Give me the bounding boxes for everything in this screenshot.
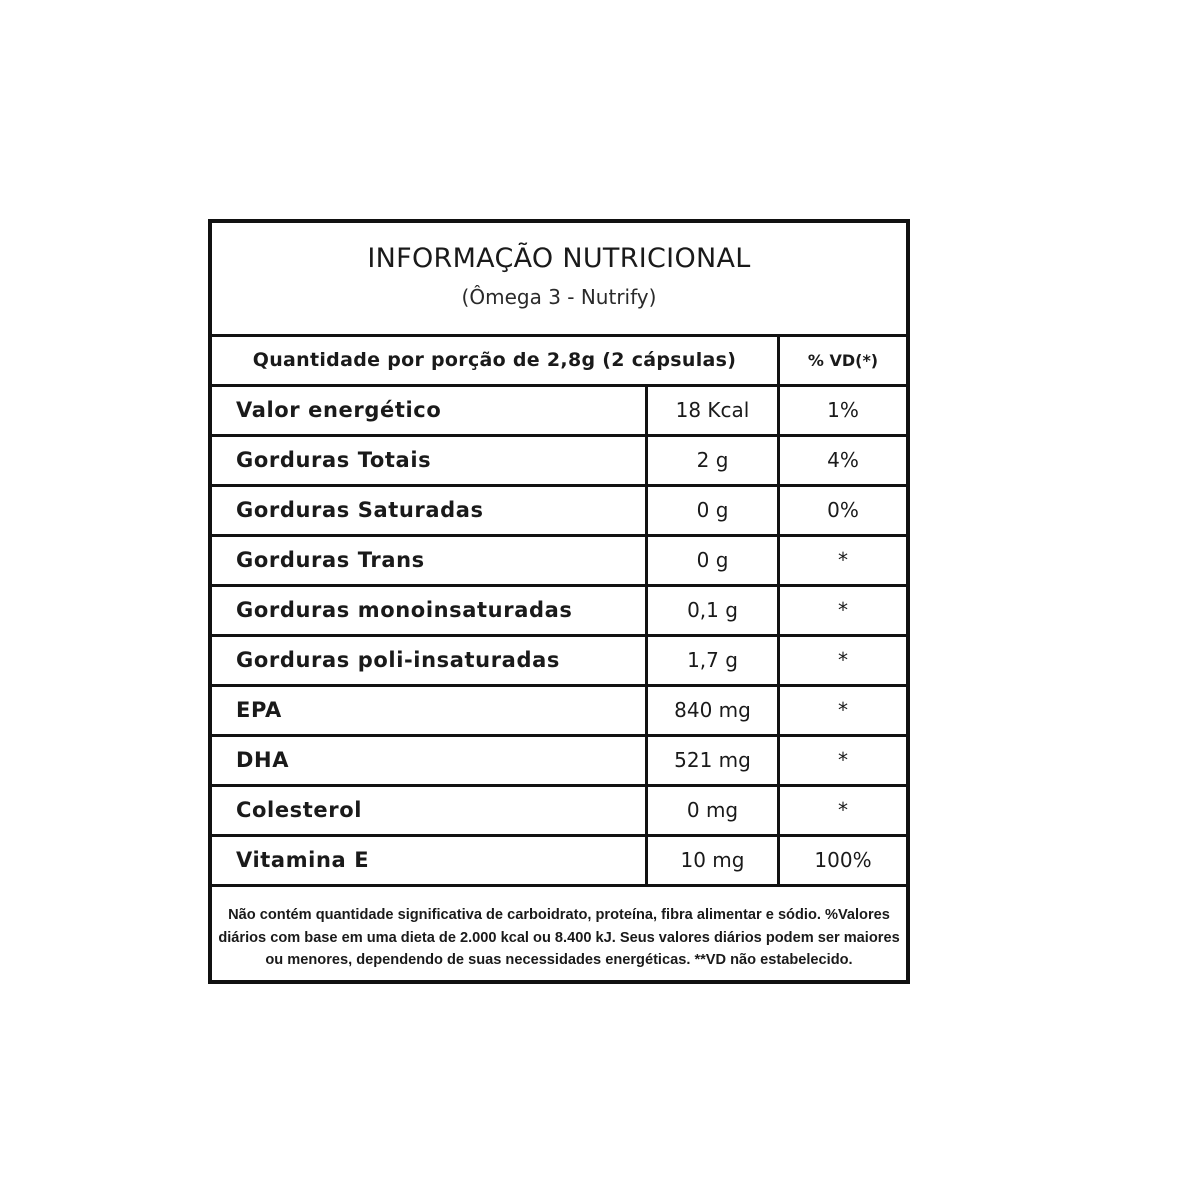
nutrient-daily-value: 1%	[777, 387, 906, 434]
nutrient-quantity: 1,7 g	[645, 637, 777, 684]
nutrient-daily-value: *	[777, 787, 906, 834]
vd-header: % VD(*)	[777, 337, 906, 384]
table-row	[212, 637, 906, 687]
product-subtitle: (Ômega 3 - Nutrify)	[461, 285, 657, 309]
portion-header: Quantidade por porção de 2,8g (2 cápsulas)	[252, 349, 737, 371]
nutrient-daily-value: *	[777, 537, 906, 584]
table-row	[212, 737, 906, 787]
nutrient-name: EPA	[236, 698, 282, 722]
nutrient-daily-value: *	[777, 587, 906, 634]
footnote: Não contém quantidade significativa de carboidrato, proteína, fibra alimentar e sódio. %Valores diários com base em uma dieta de 2.000 kcal ou 8.400 kJ. Seus valores diários podem ser maiores ou menores, dependendo de suas necessidades energéticas. **VD não estabelecido.	[218, 907, 900, 968]
nutrient-quantity: 18 Kcal	[645, 387, 777, 434]
nutrient-name: Valor energético	[236, 398, 442, 422]
table-header	[212, 223, 906, 337]
nutrient-quantity: 2 g	[645, 437, 777, 484]
table-row	[212, 437, 906, 487]
nutrient-quantity: 0 mg	[645, 787, 777, 834]
nutrient-quantity: 0,1 g	[645, 587, 777, 634]
nutrition-facts-table	[208, 219, 910, 984]
nutrient-quantity: 10 mg	[645, 837, 777, 884]
table-row	[212, 837, 906, 887]
table-row	[212, 537, 906, 587]
nutrient-daily-value: *	[777, 637, 906, 684]
table-row	[212, 387, 906, 437]
nutrient-name: Colesterol	[236, 798, 363, 822]
nutrient-daily-value: *	[777, 737, 906, 784]
nutrient-daily-value: 4%	[777, 437, 906, 484]
portion-header-row	[212, 337, 906, 387]
table-row	[212, 687, 906, 737]
nutrient-quantity: 0 g	[645, 537, 777, 584]
nutrient-name: Vitamina E	[236, 848, 370, 872]
nutrient-name: Gorduras poli-insaturadas	[236, 648, 560, 672]
nutrient-quantity: 840 mg	[645, 687, 777, 734]
nutrient-quantity: 0 g	[645, 487, 777, 534]
nutrient-daily-value: 100%	[777, 837, 906, 884]
table-row	[212, 787, 906, 837]
nutrient-name: Gorduras Totais	[236, 448, 432, 472]
nutrient-name: Gorduras Trans	[236, 548, 425, 572]
table-row	[212, 587, 906, 637]
nutrient-quantity: 521 mg	[645, 737, 777, 784]
nutrient-daily-value: *	[777, 687, 906, 734]
table-row	[212, 487, 906, 537]
table-title: INFORMAÇÃO NUTRICIONAL	[367, 243, 751, 274]
nutrient-name: Gorduras monoinsaturadas	[236, 598, 573, 622]
nutrient-name: DHA	[236, 748, 290, 772]
nutrient-daily-value: 0%	[777, 487, 906, 534]
nutrient-name: Gorduras Saturadas	[236, 498, 484, 522]
